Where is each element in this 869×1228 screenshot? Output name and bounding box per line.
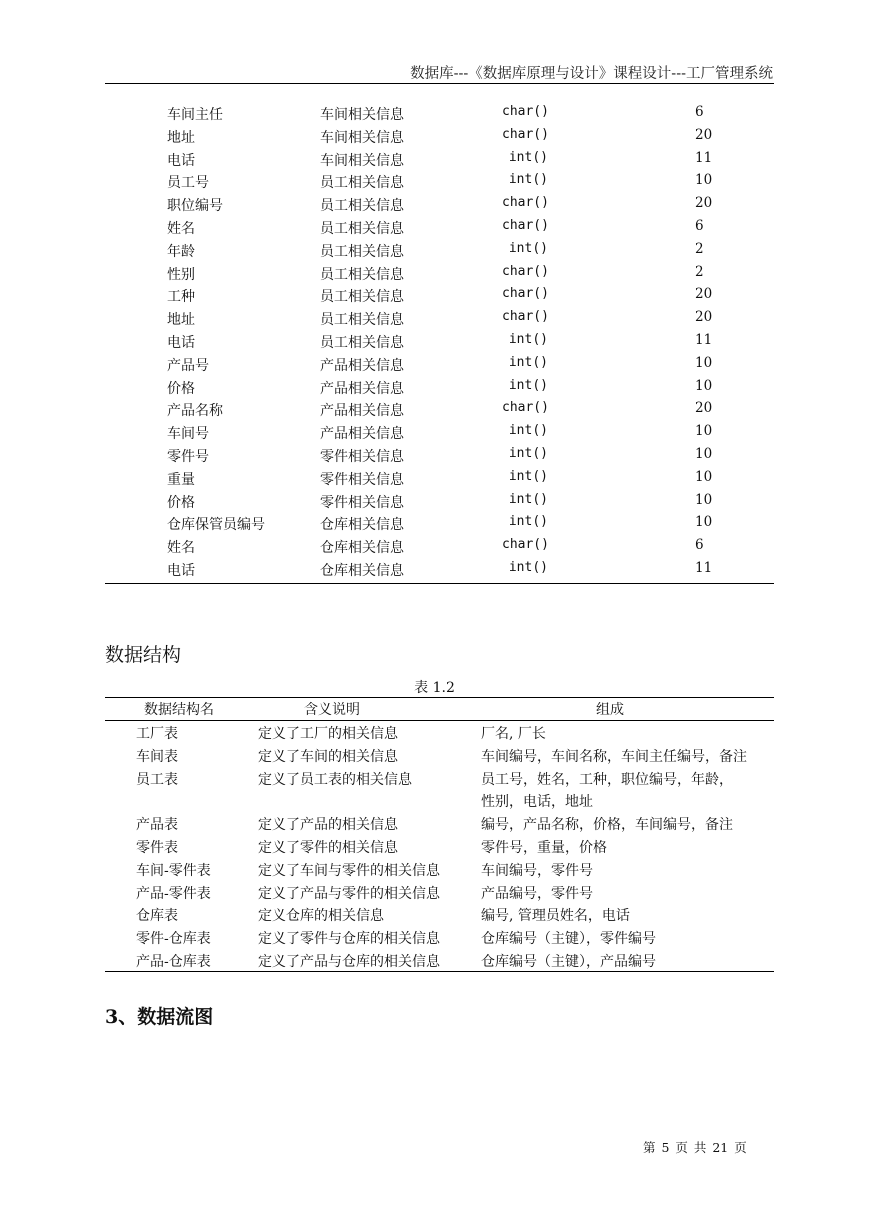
field-type: char() [502, 217, 549, 233]
table-caption: 表 1.2 [414, 680, 455, 696]
field-type: int() [508, 423, 548, 439]
field-type: int() [508, 331, 548, 347]
field-name: 产品号 [167, 357, 209, 374]
structure-description: 定义仓库的相关信息 [258, 908, 384, 925]
field-name: 工种 [167, 289, 195, 306]
field-name: 电话 [167, 334, 195, 351]
field-name: 职位编号 [167, 198, 223, 215]
structure-name: 产品表 [136, 817, 178, 834]
table-row [105, 195, 774, 218]
field-length: 20 [695, 195, 713, 212]
field-type: int() [508, 491, 548, 507]
field-name: 地址 [167, 129, 195, 146]
header-structure-name: 数据结构名 [144, 702, 214, 718]
field-type: char() [502, 286, 549, 302]
field-length: 6 [695, 217, 704, 234]
field-length: 20 [695, 286, 713, 303]
field-name: 重量 [167, 471, 195, 488]
structure-name: 零件-仓库表 [136, 931, 211, 948]
structure-description: 定义了零件的相关信息 [258, 840, 398, 856]
field-type: char() [502, 263, 549, 279]
table-row [105, 309, 774, 332]
field-description: 零件相关信息 [320, 471, 404, 488]
structure-composition: 性别，电话，地址 [481, 794, 593, 811]
field-description: 仓库相关信息 [320, 540, 404, 557]
field-description: 车间相关信息 [320, 152, 404, 169]
field-name: 零件号 [167, 448, 209, 465]
field-name: 仓库保管员编号 [167, 517, 265, 534]
header-description: 含义说明 [304, 702, 360, 718]
field-length: 11 [695, 559, 713, 576]
table-row [105, 355, 774, 378]
field-type: int() [508, 149, 548, 165]
field-length: 10 [695, 377, 713, 394]
table-row [105, 264, 774, 287]
section-title: 数据结构 [105, 644, 182, 666]
field-description: 仓库相关信息 [320, 517, 404, 534]
structure-composition: 仓库编号（主键），零件编号 [481, 931, 656, 948]
field-name: 车间主任 [167, 107, 223, 123]
structure-description: 定义了产品的相关信息 [258, 817, 398, 834]
page-header-title: 数据库---《数据库原理与设计》课程设计---工厂管理系统 [410, 66, 773, 82]
table-row [105, 469, 774, 492]
structure-description: 定义了员工表的相关信息 [258, 771, 412, 788]
table-row [105, 514, 774, 537]
table-row [105, 218, 774, 241]
structure-table-header-rule [105, 720, 774, 721]
table-row [105, 378, 774, 401]
field-length: 11 [695, 149, 713, 166]
field-description: 员工相关信息 [320, 198, 404, 215]
structure-description: 定义了车间的相关信息 [258, 748, 398, 765]
structure-name: 产品-零件表 [136, 885, 211, 902]
section-heading-dataflow: 3、数据流图 [105, 1006, 214, 1028]
structure-composition: 编号, 管理员姓名，电话 [481, 908, 630, 925]
field-table [105, 104, 774, 583]
structure-composition: 车间编号，零件号 [481, 862, 593, 879]
field-description: 车间相关信息 [320, 107, 404, 123]
field-name: 电话 [167, 562, 195, 579]
structure-description: 定义了工厂的相关信息 [258, 726, 398, 742]
structure-name: 零件表 [136, 840, 178, 856]
field-description: 员工相关信息 [320, 243, 404, 260]
field-length: 10 [695, 468, 713, 485]
field-description: 仓库相关信息 [320, 562, 404, 579]
field-length: 10 [695, 491, 713, 508]
field-type: char() [502, 104, 549, 119]
field-description: 零件相关信息 [320, 494, 404, 511]
field-length: 10 [695, 514, 713, 531]
field-type: char() [502, 195, 549, 211]
field-description: 产品相关信息 [320, 426, 404, 443]
structure-table-top-rule [105, 697, 774, 698]
field-length: 10 [695, 423, 713, 440]
field-length: 6 [695, 104, 704, 120]
field-length: 11 [695, 331, 713, 348]
field-description: 员工相关信息 [320, 312, 404, 329]
field-length: 20 [695, 126, 713, 143]
field-length: 20 [695, 400, 713, 417]
table-row [105, 423, 774, 446]
table-row [105, 150, 774, 173]
structure-description: 定义了车间与零件的相关信息 [258, 862, 440, 879]
structure-composition: 员工号，姓名，工种，职位编号，年龄， [481, 771, 733, 788]
structure-composition: 车间编号，车间名称，车间主任编号，备注 [481, 748, 747, 765]
table-row [105, 400, 774, 423]
page-number: 第 5 页 共 21 页 [643, 1140, 747, 1155]
field-description: 员工相关信息 [320, 220, 404, 237]
field-name: 姓名 [167, 540, 195, 557]
field-type: int() [508, 172, 548, 188]
table-row [105, 446, 774, 469]
field-description: 车间相关信息 [320, 129, 404, 146]
field-type: char() [502, 309, 549, 325]
field-description: 员工相关信息 [320, 289, 404, 306]
field-name: 性别 [167, 266, 195, 283]
field-length: 10 [695, 172, 713, 189]
structure-description: 定义了零件与仓库的相关信息 [258, 931, 440, 948]
field-type: char() [502, 537, 549, 553]
table-row [105, 492, 774, 515]
field-type: int() [508, 240, 548, 256]
table-row [105, 560, 774, 583]
field-length: 20 [695, 309, 713, 326]
structure-name: 车间表 [136, 748, 178, 765]
field-length: 2 [695, 263, 704, 280]
field-name: 姓名 [167, 220, 195, 237]
field-type: int() [508, 445, 548, 461]
structure-description: 定义了产品与仓库的相关信息 [258, 954, 440, 970]
header-composition: 组成 [596, 702, 624, 718]
field-description: 产品相关信息 [320, 403, 404, 420]
field-type: int() [508, 468, 548, 484]
field-type: int() [508, 559, 548, 575]
field-description: 零件相关信息 [320, 448, 404, 465]
structure-name: 仓库表 [136, 908, 178, 925]
field-name: 员工号 [167, 175, 209, 192]
field-description: 产品相关信息 [320, 380, 404, 397]
structure-description: 定义了产品与零件的相关信息 [258, 885, 440, 902]
field-description: 员工相关信息 [320, 175, 404, 192]
structure-composition: 编号，产品名称，价格，车间编号，备注 [481, 817, 733, 834]
header-rule [105, 83, 774, 84]
table-row [105, 127, 774, 150]
field-name: 年龄 [167, 243, 195, 260]
table-row [105, 286, 774, 309]
field-name: 车间号 [167, 426, 209, 443]
table-row [105, 104, 774, 127]
field-table-bottom-rule [105, 583, 774, 584]
field-name: 价格 [167, 494, 195, 511]
field-description: 员工相关信息 [320, 334, 404, 351]
structure-composition: 零件号，重量，价格 [481, 840, 607, 856]
field-name: 地址 [167, 312, 195, 329]
field-length: 2 [695, 240, 704, 257]
structure-name: 工厂表 [136, 726, 178, 742]
structure-name: 车间-零件表 [136, 862, 211, 879]
field-length: 10 [695, 445, 713, 462]
field-type: int() [508, 377, 548, 393]
structure-name: 产品-仓库表 [136, 954, 211, 970]
field-type: char() [502, 126, 549, 142]
field-length: 6 [695, 537, 704, 554]
field-length: 10 [695, 354, 713, 371]
table-row [105, 537, 774, 560]
field-name: 产品名称 [167, 403, 223, 420]
table-row [105, 172, 774, 195]
structure-composition: 产品编号，零件号 [481, 885, 593, 902]
field-type: char() [502, 400, 549, 416]
field-name: 电话 [167, 152, 195, 169]
structure-composition: 仓库编号（主键），产品编号 [481, 954, 656, 970]
structure-composition: 厂名, 厂长 [481, 726, 546, 742]
table-row [105, 241, 774, 264]
field-description: 产品相关信息 [320, 357, 404, 374]
structure-table-bottom-rule [105, 971, 774, 972]
field-type: int() [508, 514, 548, 530]
structure-name: 员工表 [136, 771, 178, 788]
field-description: 员工相关信息 [320, 266, 404, 283]
table-row [105, 332, 774, 355]
field-type: int() [508, 354, 548, 370]
field-name: 价格 [167, 380, 195, 397]
